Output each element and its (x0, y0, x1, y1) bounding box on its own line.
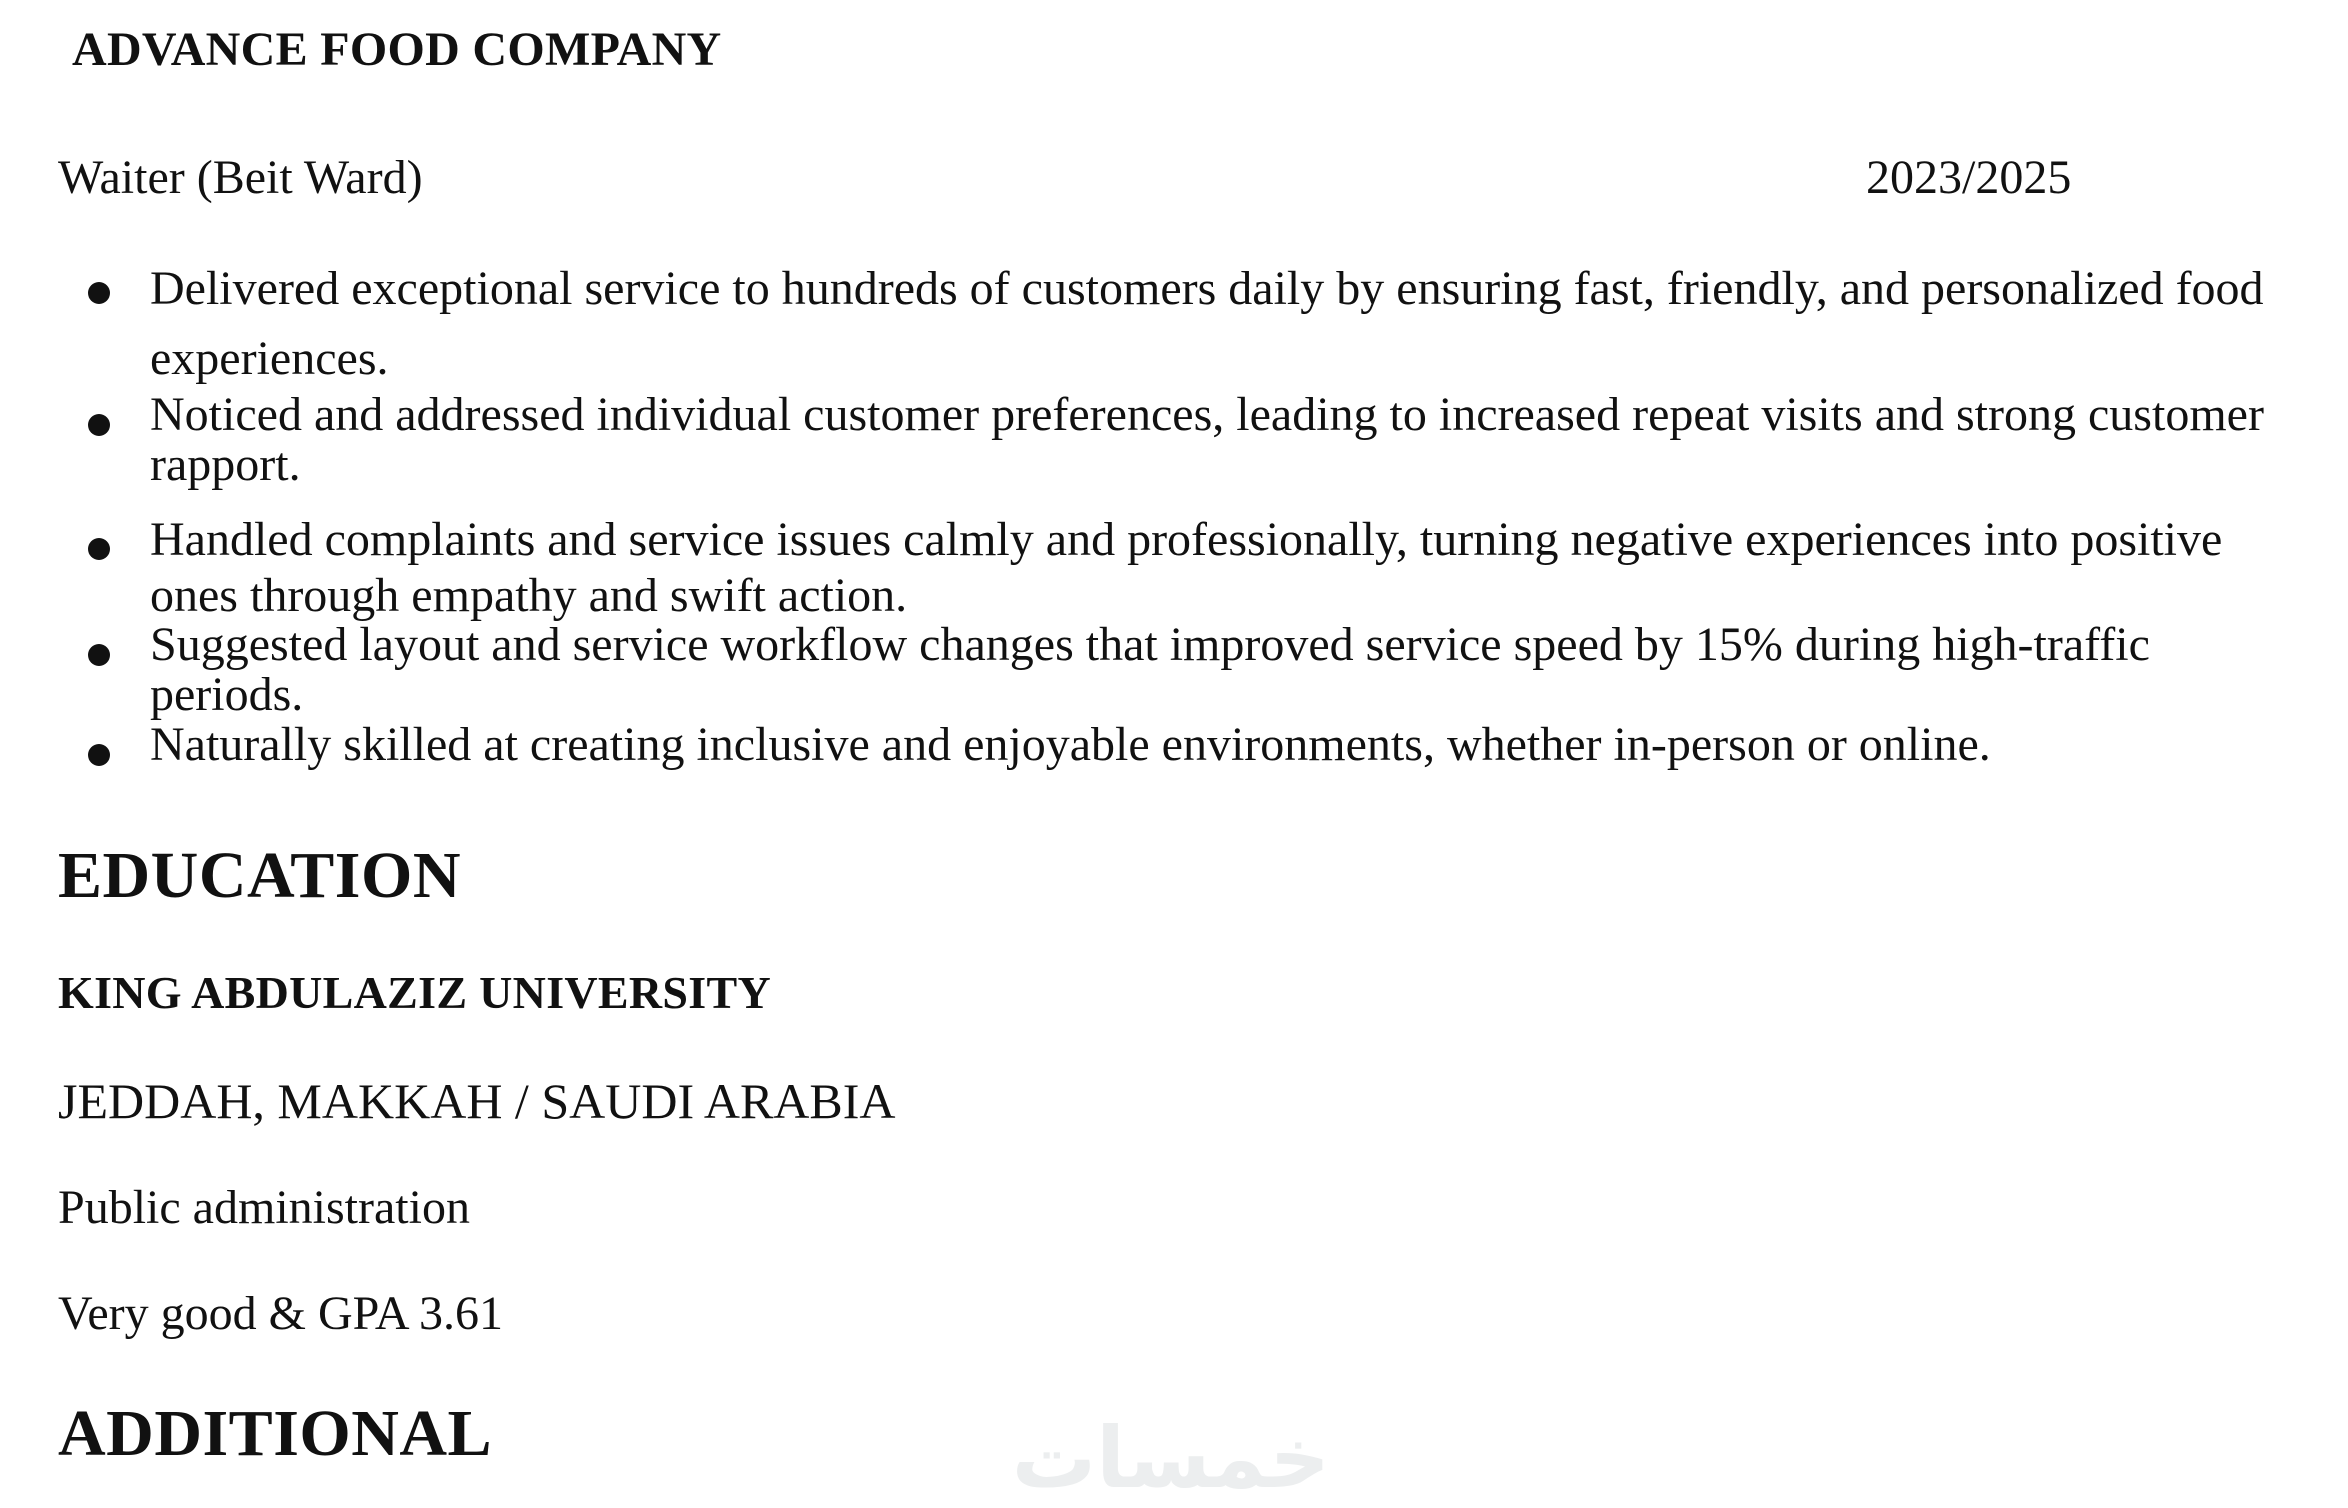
bullet-dot-icon (88, 644, 110, 666)
bullet-text: Suggested layout and service workflow changes that improved service speed by 15% during high-traffic periods. (150, 618, 2150, 721)
watermark-logo: خمسات (1011, 1409, 1330, 1507)
university-location: JEDDAH, MAKKAH / SAUDI ARABIA (58, 1073, 896, 1129)
employment-dates: 2023/2025 (1866, 151, 2072, 204)
degree-grade: Very good & GPA 3.61 (58, 1287, 503, 1340)
university-name: KING ABDULAZIZ UNIVERSITY (58, 967, 771, 1018)
bullet-dot-icon (88, 414, 110, 436)
bullet-dot-icon (88, 538, 110, 560)
bullet-text: Naturally skilled at creating inclusive and enjoyable environments, whether in-person or online. (150, 718, 1991, 771)
bullet-text: Delivered exceptional service to hundreds of customers daily by ensuring fast, friendly, and personalized food experiences. (150, 262, 2264, 385)
job-title: Waiter (Beit Ward) (58, 151, 423, 204)
bullet-text: Noticed and addressed individual customer preferences, leading to increased repeat visits and strong customer rapport. (150, 388, 2264, 491)
bullet-dot-icon (88, 282, 110, 304)
degree-major: Public administration (58, 1181, 470, 1234)
bullet-text: Handled complaints and service issues calmly and professionally, turning negative experiences into positive ones through empathy and swift action. (150, 513, 2223, 622)
additional-heading: ADDITIONAL (58, 1397, 493, 1470)
company-name: ADVANCE FOOD COMPANY (72, 23, 722, 76)
education-heading: EDUCATION (58, 839, 461, 912)
bullet-dot-icon (88, 744, 110, 766)
